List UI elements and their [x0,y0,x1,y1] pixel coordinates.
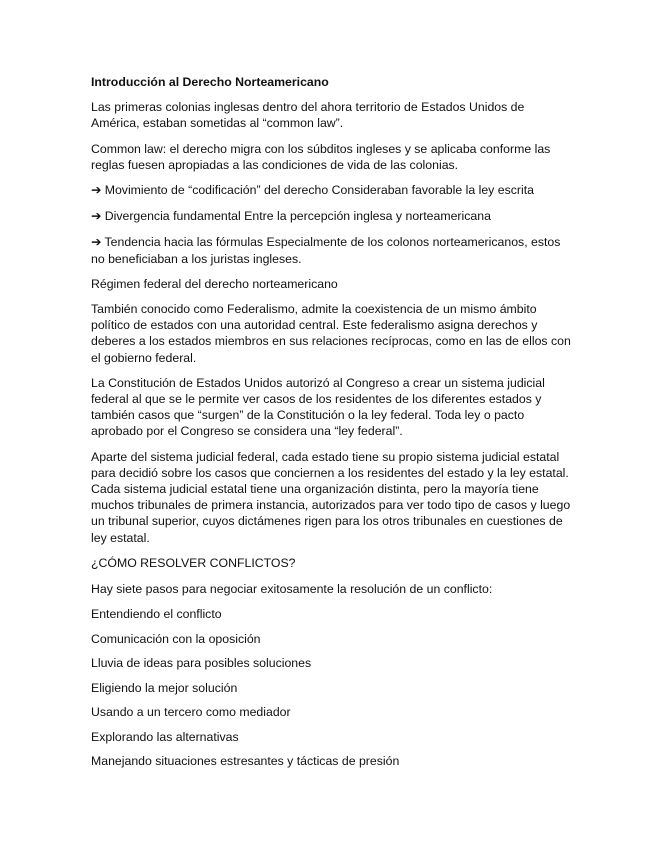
step-item: Lluvia de ideas para posibles soluciones [91,656,312,671]
paragraph-seven-steps: Hay siete pasos para negociar exitosamente la resolución de un conflicto: [91,581,493,596]
paragraph-state-judicial: Aparte del sistema judicial federal, cada estado tiene su propio sistema judicial estatal para decidió sobre los casos que conciernen a los residentes del estado y la ley estatal. Cada sistema judicial estatal tiene una organización distinta, pero la mayoría tiene muchos tribunales de primera instancia, autorizados para ver todo tipo de casos y luego un tribunal superior, cuyos dictámenes rigen para los otros tribunales en cuestiones de ley estatal. [91,449,571,545]
step-item: Manejando situaciones estresantes y tácticas de presión [91,754,400,769]
step-item: Comunicación con la oposición [91,631,261,646]
step-item: Eligiendo la mejor solución [91,680,238,695]
bullet-divergence: ➔ Divergencia fundamental Entre la percepción inglesa y norteamericana [91,209,491,224]
bullet-formulas: ➔ Tendencia hacia las fórmulas Especialmente de los colonos norteamericanos, estos no beneficiaban a los juristas ingleses. [91,235,561,266]
bullet-codification: ➔ Movimiento de “codificación” del derecho Consideraban favorable la ley escrita [91,183,534,198]
step-item: Entendiendo el conflicto [91,607,222,622]
step-item: Explorando las alternativas [91,729,239,744]
paragraph-federalism: También conocido como Federalismo, admite la coexistencia de un mismo ámbito político de estados con una autoridad central. Este federalismo asigna derechos y deberes a los estados miembros en sus relaciones recíprocas, como en las de ellos con el gobierno federal. [91,302,571,365]
document-title: Introducción al Derecho Norteamericano [91,75,329,89]
paragraph-constitution: La Constitución de Estados Unidos autorizó al Congreso a crear un sistema judicial federal al que se le permite ver casos de los residentes de los diferentes estados y también casos que “surgen” de la Constitución o la ley federal. Toda ley o pacto aprobado por el Congreso se considera una “ley federal”. [91,375,545,439]
section-heading-conflicts: ¿CÓMO RESOLVER CONFLICTOS? [91,555,296,570]
section-heading-federal-regime: Régimen federal del derecho norteamericano [91,276,338,291]
paragraph-common-law: Common law: el derecho migra con los súbditos ingleses y se aplicaba conforme las reglas fuesen apropiadas a las condiciones de vida de las colonias. [91,141,551,172]
step-item: Usando a un tercero como mediador [91,705,291,720]
paragraph-colonies: Las primeras colonias inglesas dentro del ahora territorio de Estados Unidos de América, estaban sometidas al “common law”. [91,100,525,131]
document-page [91,74,571,778]
